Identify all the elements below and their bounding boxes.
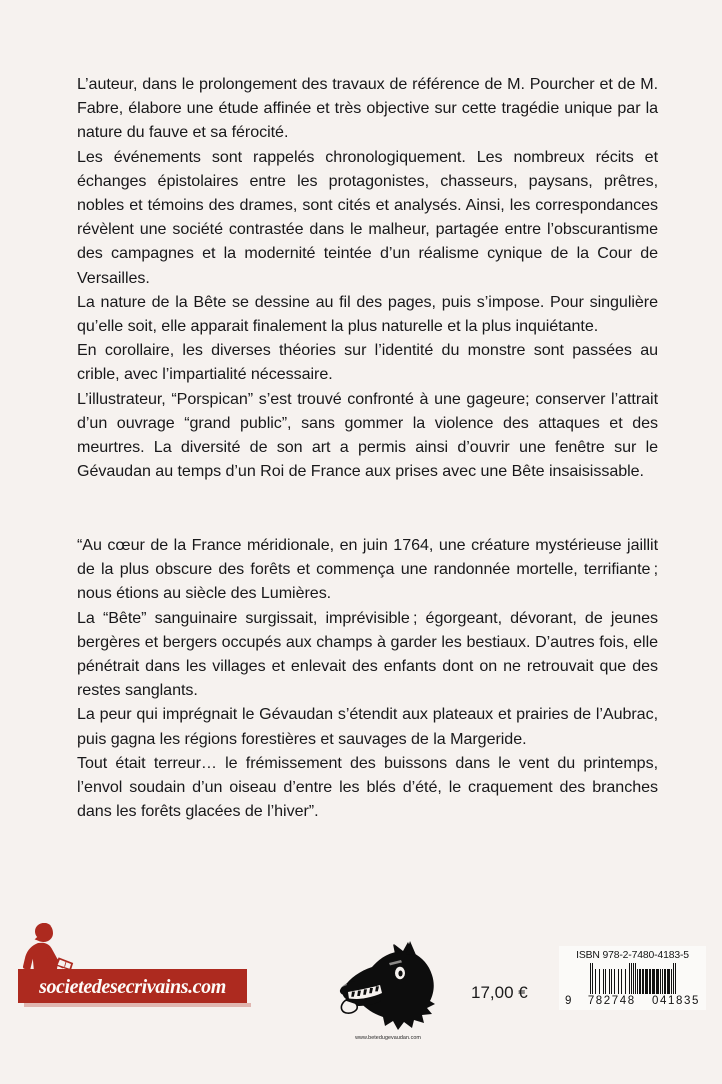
beast-website-url[interactable]: www.betedugevaudan.com <box>355 1035 421 1041</box>
publisher-name: societedesecrivains.com <box>39 975 226 998</box>
barcode-right-group: 041835 <box>652 995 700 1007</box>
barcode-lead-digit: 9 <box>565 995 572 1007</box>
quote-paragraph: La peur qui imprégnait le Gévaudan s’étendit aux plateaux et prairies de l’Aubrac, puis gagna les régions forestières et sauvages de la Margeride. <box>77 705 658 748</box>
isbn-number: ISBN 978-2-7480-4183-5 <box>576 950 689 961</box>
barcode-digits <box>565 995 700 1007</box>
blurb-paragraph: L’auteur, dans le prolongement des travaux de référence de M. Pourcher et de M. Fabre, élabore une étude affinée et très objective sur cette tragédie unique par la nature du fauve et sa férocité. <box>77 75 658 142</box>
price-label: 17,00 € <box>471 983 528 1002</box>
publisher-logo[interactable] <box>16 921 248 1015</box>
blurb-paragraph: L’illustrateur, “Porspican” s’est trouvé confronté à une gageure; conserver l’attrait d’un ouvrage “grand public”, sans gommer la violence des attaques et des meurtres. La diversité de son art a permis ainsi d’ouvrir une fenêtre sur le Gévaudan au temps d’un Roi de France aux prises avec une Bête insaisissable. <box>77 389 658 481</box>
blurb-paragraph: La nature de la Bête se dessine au fil des pages, puis s’impose. Pour singulière qu’elle soit, elle apparait finalement la plus naturelle et la plus inquiétante. <box>77 292 658 336</box>
blurb-paragraph: En corollaire, les diverses théories sur l’identité du monstre sont passées au crible, avec l’impartialité nécessaire. <box>77 341 658 384</box>
barcode-left-group: 782748 <box>587 995 636 1007</box>
quote-paragraph: Tout était terreur… le frémissement des buissons dans le vent du printemps, l’envol soudain d’un oiseau d’entre les blés d’été, le craquement des branches dans les forêts glacées de l’hiver”. <box>77 753 658 821</box>
wolf-head-icon <box>334 938 442 1034</box>
beast-logo[interactable] <box>334 938 442 1048</box>
quote-paragraph: La “Bête” sanguinaire surgissait, imprévisible ; égorgeant, dévorant, de jeunes bergères et bergers occupés aux champs à garder les bestiaux. D’autres fois, elle pénétrait dans les villages et enlevait des enfants dont on ne retrouvait que des restes sanglants. <box>77 608 658 700</box>
blurb-paragraph: Les événements sont rappelés chronologiquement. Les nombreux récits et échanges épistolaires entre les protagonistes, chasseurs, paysans, prêtres, nobles et témoins des drames, sont cités et analysés. Ainsi, les correspondances révèlent une société contrastée dans le malheur, partagée entre l’obscurantisme des campagnes et la modernité teintée d’un réalisme cynique de la Cour de Versailles. <box>77 147 658 287</box>
isbn-barcode-block <box>559 946 706 1010</box>
barcode-bars <box>567 963 698 994</box>
publisher-blurb <box>77 72 658 483</box>
book-excerpt-quote <box>77 533 658 823</box>
quote-paragraph: “Au cœur de la France méridionale, en juin 1764, une créature mystérieuse jaillit de la plus obscure des forêts et commença une randonnée mortelle, terrifiante ; nous étions au siècle des Lumières. <box>77 536 658 603</box>
